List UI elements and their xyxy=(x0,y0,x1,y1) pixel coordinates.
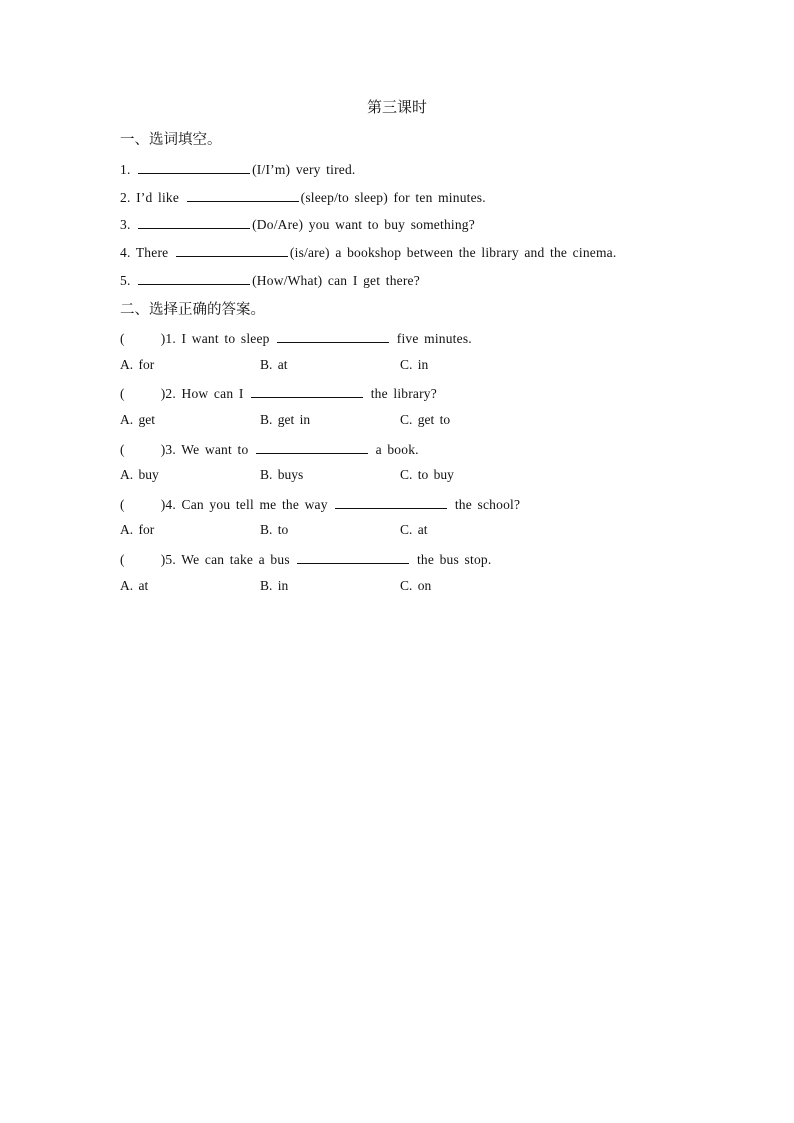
question-3-suffix: a book. xyxy=(375,442,419,457)
fill-item-2-suffix: (sleep/to sleep) for ten minutes. xyxy=(300,190,486,205)
question-1 xyxy=(120,329,472,347)
option-a[interactable]: A. for xyxy=(120,522,155,537)
question-3 xyxy=(120,440,419,458)
question-1-suffix: five minutes. xyxy=(396,331,472,346)
question-2-prefix: 2. How can I xyxy=(165,386,244,401)
option-c[interactable]: C. in xyxy=(400,357,429,372)
question-5-prefix: 5. We can take a bus xyxy=(165,552,290,567)
fill-item-3-prefix: 3. xyxy=(120,217,131,232)
section2-heading: 二、选择正确的答案。 xyxy=(120,302,265,318)
option-b[interactable]: B. buys xyxy=(260,467,304,482)
question-4 xyxy=(120,495,520,513)
fill-item-3-suffix: (Do/Are) you want to buy something? xyxy=(252,217,475,232)
question-2 xyxy=(120,384,437,402)
section1-heading: 一、选词填空。 xyxy=(120,132,222,148)
fill-item-2-prefix: 2. I’d like xyxy=(120,190,180,205)
option-b[interactable]: B. at xyxy=(260,357,288,372)
question-5 xyxy=(120,550,491,568)
option-c[interactable]: C. at xyxy=(400,522,428,537)
fill-item-1-suffix: (I/I’m) very tired. xyxy=(252,162,356,177)
answer-paren-close: ) xyxy=(160,386,166,401)
option-a[interactable]: A. at xyxy=(120,578,149,593)
fill-item-1-prefix: 1. xyxy=(120,162,131,177)
option-c[interactable]: C. on xyxy=(400,578,432,593)
answer-paren-close: ) xyxy=(160,331,166,346)
answer-blank[interactable] xyxy=(187,188,299,202)
fill-item-5 xyxy=(120,271,420,289)
option-b[interactable]: B. to xyxy=(260,522,289,537)
question-3-prefix: 3. We want to xyxy=(165,442,249,457)
option-a[interactable]: A. for xyxy=(120,357,155,372)
fill-item-4-prefix: 4. There xyxy=(120,245,169,260)
answer-paren-open: ( xyxy=(120,552,125,567)
option-c[interactable]: C. to buy xyxy=(400,467,454,482)
page-title: 第三课时 xyxy=(366,98,427,116)
option-b[interactable]: B. in xyxy=(260,578,289,593)
fill-item-4-suffix: (is/are) a bookshop between the library and the cinema. xyxy=(289,245,617,260)
fill-item-2 xyxy=(120,188,486,206)
fill-item-5-prefix: 5. xyxy=(120,273,131,288)
fill-item-5-suffix: (How/What) can I get there? xyxy=(252,273,420,288)
answer-blank[interactable] xyxy=(335,495,447,509)
question-1-prefix: 1. I want to sleep xyxy=(165,331,270,346)
answer-blank[interactable] xyxy=(277,329,389,343)
answer-blank[interactable] xyxy=(251,384,363,398)
option-c[interactable]: C. get to xyxy=(400,412,451,427)
option-b[interactable]: B. get in xyxy=(260,412,311,427)
answer-paren-close: ) xyxy=(160,552,166,567)
answer-paren-open: ( xyxy=(120,442,125,457)
question-5-suffix: the bus stop. xyxy=(416,552,492,567)
answer-blank[interactable] xyxy=(176,243,288,257)
answer-blank[interactable] xyxy=(297,550,409,564)
answer-blank[interactable] xyxy=(138,160,250,174)
option-a[interactable]: A. get xyxy=(120,412,155,427)
answer-blank[interactable] xyxy=(256,440,368,454)
fill-item-4 xyxy=(120,243,616,261)
option-a[interactable]: A. buy xyxy=(120,467,159,482)
answer-paren-open: ( xyxy=(120,497,125,512)
fill-item-3 xyxy=(120,215,475,233)
fill-item-1 xyxy=(120,160,356,178)
answer-blank[interactable] xyxy=(138,271,250,285)
question-2-suffix: the library? xyxy=(370,386,437,401)
question-4-suffix: the school? xyxy=(454,497,521,512)
answer-blank[interactable] xyxy=(138,215,250,229)
answer-paren-close: ) xyxy=(160,497,166,512)
question-4-prefix: 4. Can you tell me the way xyxy=(165,497,328,512)
answer-paren-open: ( xyxy=(120,386,125,401)
answer-paren-open: ( xyxy=(120,331,125,346)
answer-paren-close: ) xyxy=(160,442,166,457)
